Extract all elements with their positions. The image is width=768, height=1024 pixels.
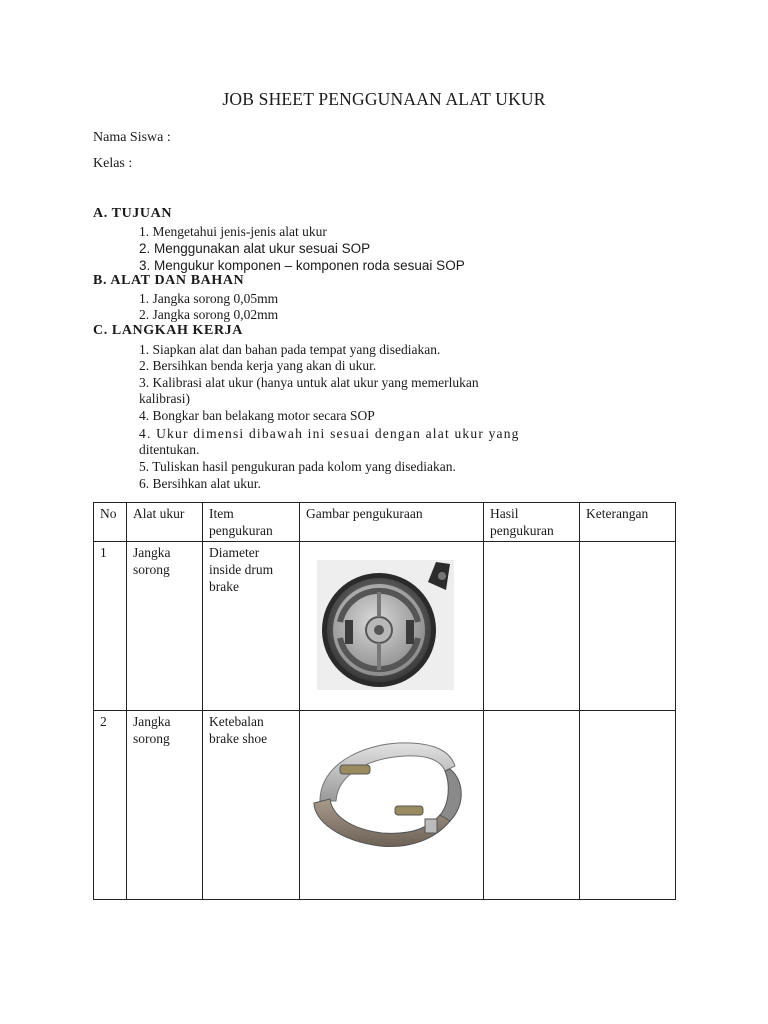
list-item: 3. Mengukur komponen – komponen roda sesuai SOP: [139, 258, 465, 273]
list-item: 1. Mengetahui jenis-jenis alat ukur: [139, 224, 327, 239]
list-item: 2. Jangka sorong 0,02mm: [139, 307, 279, 322]
cell-gambar: [300, 711, 484, 900]
nama-siswa-label: Nama Siswa :: [93, 130, 171, 145]
brake-shoe-photo: [300, 711, 484, 895]
cell-alat: Jangka sorong: [127, 711, 203, 900]
cell-alat: Jangka sorong: [127, 542, 203, 711]
list-item: 2. Menggunakan alat ukur sesuai SOP: [139, 241, 371, 256]
cell-gambar: [300, 542, 484, 711]
cell-item: Diameter inside drum brake: [203, 542, 300, 711]
list-item: 1. Siapkan alat dan bahan pada tempat yang disediakan.: [139, 342, 441, 357]
section-c-heading: C. LANGKAH KERJA: [93, 323, 243, 338]
header-alat-ukur: Alat ukur: [127, 503, 203, 542]
list-item: 1. Jangka sorong 0,05mm: [139, 291, 279, 306]
header-item-pengukuran: Item pengukuran: [203, 503, 300, 542]
header-gambar: Gambar pengukuraan: [300, 503, 484, 542]
list-item: 4. Bongkar ban belakang motor secara SOP: [139, 408, 375, 423]
list-item: 2. Bersihkan benda kerja yang akan di ukur.: [139, 358, 377, 373]
cell-item: Ketebalan brake shoe: [203, 711, 300, 900]
cell-keterangan: [580, 542, 676, 711]
list-item: 3. Kalibrasi alat ukur (hanya untuk alat ukur yang memerlukan: [139, 375, 479, 390]
table-row: [94, 711, 676, 900]
header-hasil: Hasil pengukuran: [484, 503, 580, 542]
kelas-label: Kelas :: [93, 156, 133, 171]
list-item: ditentukan.: [139, 442, 200, 457]
list-item: kalibrasi): [139, 391, 190, 406]
table-row: [94, 542, 676, 711]
document-title: JOB SHEET PENGGUNAAN ALAT UKUR: [222, 89, 546, 109]
cell-hasil: [484, 711, 580, 900]
header-keterangan: Keterangan: [580, 503, 676, 542]
list-item: 6. Bersihkan alat ukur.: [139, 476, 261, 491]
drum-brake-photo: [300, 542, 484, 706]
table-header-row: [94, 503, 676, 542]
measurement-table: [93, 502, 676, 900]
cell-no: 1: [94, 542, 127, 711]
section-a-heading: A. TUJUAN: [93, 206, 173, 221]
list-item: 4. Ukur dimensi dibawah ini sesuai dengan alat ukur yang: [139, 426, 520, 441]
list-item: 5. Tuliskan hasil pengukuran pada kolom yang disediakan.: [139, 459, 456, 474]
cell-no: 2: [94, 711, 127, 900]
section-b-heading: B. ALAT DAN BAHAN: [93, 273, 245, 288]
header-no: No: [94, 503, 127, 542]
cell-hasil: [484, 542, 580, 711]
cell-keterangan: [580, 711, 676, 900]
